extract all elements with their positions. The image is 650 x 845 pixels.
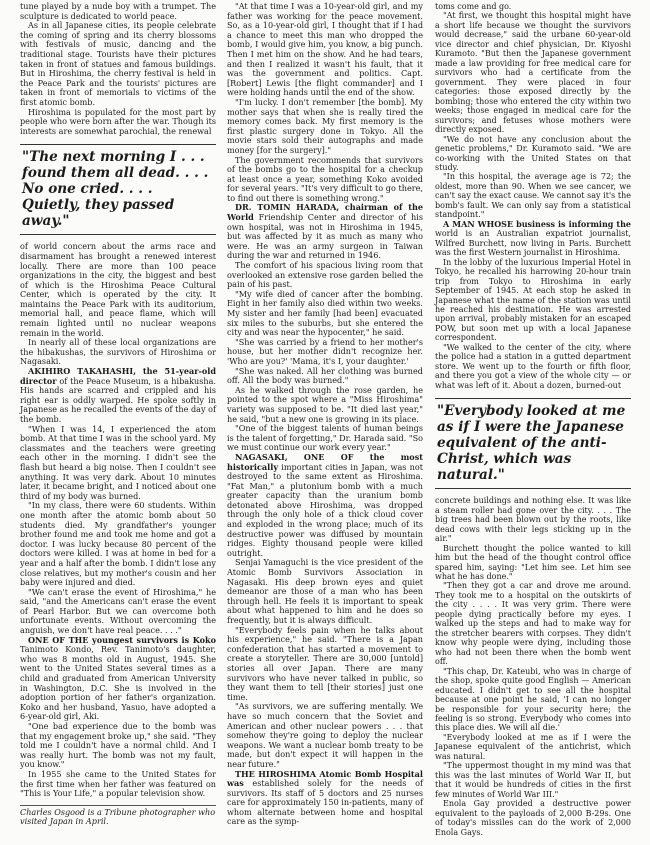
article-paragraph: Hiroshima is populated for the most part by people who were born after the war. Though its interests are somewhat parochial, the renewal [20, 106, 216, 136]
article-paragraph: In the lobby of the luxurious Imperial Hotel in Tokyo, he recalled his harrowing 20-hour train trip from Tokyo to Hiroshima in early September of 1945. At each stop he asked in Japanese what the name of the station was until he reached his destination. He was arrested upon arrival, probably mistaken for an escaped POW, but soon met up with a local Japanese correspondent. [435, 257, 631, 343]
article-paragraph [20, 367, 216, 425]
article-column-3 [435, 2, 631, 837]
paragraph-text: Friendship Center and director of his own hospital, was not in Hiroshima in 1945, but was affected by it as much as many who were. He was an army surgeon in Taiwan during the war and returned in 1946. [227, 212, 423, 261]
pull-quote: "The next morning I . . . found them all dead. . . . No one cried. . . . Quietly, they passed away." [20, 144, 216, 235]
article-paragraph: "My wife died of cancer after the bombing. Eight in her family also died within two weeks. My sister and her family [had been] evacuated six miles to the suburbs, but she entered the city and was near the hypocenter," he said. [227, 288, 423, 338]
section-lead-in: ONE OF THE youngest survivors is Koko [28, 634, 216, 645]
article-paragraph: Burchett thought the police wanted to kill him but the head of the thought control office spared him, saying: "Let him see. Let him see what he has done." [435, 543, 631, 581]
section-lead-in: A MAN WHOSE business is informing the [443, 218, 631, 229]
article-paragraph: "One of the biggest talents of human beings is the talent of forgetting," Dr. Harada said. "So we must continue our work every year." [227, 423, 423, 453]
article-paragraph: of world concern about the arms race and disarmament has brought a renewed interest locally. There are more than 100 peace organizations in the city, the biggest and best of which is the Hiroshima Peace Cultural Center, which is operated by the city. It maintains the Peace Park with its auditorium, memorial hall, and peace flame, which will remain lighted until no nuclear weapons remain in the world. [20, 241, 216, 338]
pull-quote: "Everybody looked at me as if I were the Japanese equivalent of the anti-Christ, which was natural." [435, 398, 631, 489]
article-paragraph [435, 220, 631, 258]
article-paragraph: "In my class, there were 60 students. Within one month after the atomic bomb about 50 students died. My grandfather's younger brother found me and took me home and got a doctor. I was lucky because 80 percent of the doctors were killed. I was at home in bed for a year and a half after the bomb. I didn't lose any close relatives, but my mother's cousin and her baby were injured and died. [20, 500, 216, 588]
section-lead-in: NAGASAKI, ONE OF the most historically [227, 451, 423, 472]
article-paragraph: The comfort of his spacious living room that overlooked an extensive rose garden belied the pain of his past. [227, 260, 423, 290]
article-column-1 [20, 2, 216, 827]
paragraph-text: Tanimoto Kondo, Rev. Tanimoto's daughter, who was 8 months old in August, 1945. She went to the United States several times as a child and graduated from American University in Washington, D.C. She is involved in the adoption portion of her father's organization. Koko and her husband, Yasuo, have adopted a 6-year-old girl, Aki. [20, 644, 216, 722]
article-paragraph: "In this hospital, the average age is 72; the oldest, more than 90. When we see cancer, we can't say the exact cause. We cannot say it's the bomb's fault. We can only say from a statistical standpoint." [435, 172, 631, 220]
paragraph-text: important cities in Japan, was not destroyed to the same extent as Hiroshima. "Fat Man," a plutonium bomb with a much greater capacity than the uranium bomb detonated above Hiroshima, was dropped through the only hole of a thick cloud cover and exploded in the wrong place; much of its destructive power was diffused by mountain ridges. Eighty thousand people were killed outright. [227, 461, 423, 558]
article-paragraph: "The uppermost thought in my mind was that this was the last minutes of World War II, but that it would be hundreds of cities in the first few minutes of World War III." [435, 761, 631, 799]
section-lead-in: AKIHIRO TAKAHASHI, the 51-year-old director [20, 366, 216, 386]
article-paragraph: "One bad experience due to the bomb was that my engagement broke up," she said. "They told me I couldn't have a normal child. And I was really hurt. The bomb was not my fault, you know." [20, 721, 216, 770]
article-paragraph [227, 203, 423, 261]
article-paragraph: "We walked to the center of the city, where the police had a station in a gutted department store. We went up to the fourth or fifth floor, and there you got a view of the whole city — or what was left of it. About a dozen, burned-out [435, 342, 631, 390]
article-paragraph: In 1955 she came to the United States for the first time when her father was featured on "This is Your Life," a popular television show. [20, 768, 216, 799]
paragraph-text: established solely for the needs of survivors. Its staff of 5 doctors and 25 nurses care for approximately 150 in-patients, many of whom alternate between home and hospital care as the symp- [227, 778, 423, 827]
article-paragraph: The government recommends that survivors of the bombs go to the hospital for a checkup at least once a year, something Koko avoided for several years. "It's very difficult to go there, to find out there is something wrong." [227, 154, 423, 203]
article-paragraph: In nearly all of these local organizations are the hibakushas, the survivors of Hiroshima or Nagasaki. [20, 337, 216, 367]
article-paragraph: "At that time I was a 10-year-old girl, and my father was working for the peace movement. So, as a 10-year-old girl, I thought that if I had a chance to meet this man who dropped the bomb, I would give him, you know, a big punch. Then I met him on the show. And he had tears, and then I realized it wasn't his fault, that it was the government and politics. Capt. [Robert] Lewis [the flight commander] and I were holding hands until the end of the show. [227, 1, 423, 98]
article-paragraph: "She was carried by a friend to her mother's house, but her mother didn't recognize her. 'Who are you?' 'Mama, it's I, your daughter.' [227, 336, 423, 366]
article-paragraph: "This chap, Dr. Kateubi, who was in charge of the shop, spoke quite good English — American educated. I didn't get to see all the hospital because at one point he said, 'I can no longer be responsible for your security here; the feeling is so strong. Everybody who comes into this place dies. We will all die.' [435, 666, 631, 733]
article-paragraph: "Then they got a car and drove me around. They took me to a hospital on the outskirts of the city . . . . It was very grim. There were people dying practically before my eyes. I walked up the steps and had to make way for the stretcher bearers with corpses. They didn't know why people were dying, including those who had not been there when the bomb went off. [435, 581, 631, 667]
article-paragraph [227, 453, 423, 559]
article-paragraph: "Everybody looked at me as if I were the Japanese equivalent of the antichrist, which was natural. [435, 732, 631, 761]
article-paragraph: concrete buildings and nothing else. It was like a steam roller had gone over the city. . . . The big trees had been blown out by the roots, like dead cows with their legs sticking up in the air." [435, 496, 631, 544]
author-note: Charles Osgood is a Tribune photographer who visited Japan in April. [20, 806, 216, 827]
article-column-2 [227, 2, 423, 827]
article-paragraph [227, 770, 423, 828]
article-paragraph: Senjai Yamaguchi is the vice president of the Atomic Bomb Survivors Association in Nagasaki. His deep brown eyes and quiet demeanor are those of a man who has been through hell. He feels it is important to speak about what happened to him and he does so frequently, but it is always difficult. [227, 557, 423, 625]
paragraph-text: of the Peace Museum, is a hibakusha. His hands are scarred and crippled and his right ear is oddly warped. He spoke softly in Japanese as he recalled the events of the day of the bomb. [20, 375, 216, 424]
section-lead-in: THE HIROSHIMA Atomic Bomb Hospital was [227, 768, 423, 789]
article-paragraph: Enola Gay provided a destructive power equivalent to the payloads of 2,000 B-29s. One of today's missiles can do the work of 2,000 Enola Gays. [435, 799, 631, 837]
article-paragraph: "Everybody feels pain when he talks about his experience," he said. "There is a Japan confederation that has started a movement to create a storyteller. There are 30,000 [untold] stories all over Japan. There are many survivors who have never talked in public, so they want them to tell [their stories] just one time. [227, 624, 423, 702]
article-paragraph: As in all Japanese cities, its people celebrate the coming of spring and its cherry blossoms with festivals of music, dancing and the traditional stage. Tourists have their pictures taken in front of statues and famous buildings. But in Hiroshima, the cherry festival is held in the Peace Park and the tourists' pictures are taken in front of memorials to victims of the first atomic bomb. [20, 20, 216, 107]
article-paragraph: "We do not have any conclusion about the genetic problems," Dr. Kuramoto said. "We are co-working with the United States on that study. [435, 134, 631, 172]
article-paragraph [20, 636, 216, 722]
section-lead-in: DR. TOMIN HARADA, chairman of the World [227, 202, 423, 223]
article-paragraph: tune played by a nude boy with a trumpet. The sculpture is dedicated to world peace. [20, 1, 216, 21]
article-paragraph: As he walked through the rose garden, he pointed to the spot where a "Miss Hiroshima" variety was supposed to be. "It died last year," he said, "but a new one is growing in its place. [227, 384, 423, 424]
article-paragraph: "At first, we thought this hospital might have a short life because we thought the survivors would decrease," said the urbane 60-year-old vice director and chief physician, Dr. Kiyoshi Kuramoto. "But then the Japanese government made a law providing for free medical care for survivors who had a certificate from the government. They were placed in four categories: those exposed directly by the bombing; those who entered the city within two weeks; those engaged in medical care for the survivors; and fetuses whose mothers were directly exposed. [435, 11, 631, 135]
article-paragraph: "She was naked. All her clothing was burned off. All the body was burned." [227, 365, 423, 386]
article-paragraph: "As survivors, we are suffering mentally. We have so much concern that the Soviet and American and other nuclear powers . . . that somehow they're going to deploy the nuclear weapons. We want a nuclear bomb treaty to be made, but don't expect it will happen in the near future." [227, 701, 423, 769]
article-paragraph: "When I was 14, I experienced the atom bomb. At that time I was in the school yard. My classmates and the teachers were greeting each other in the morning. I didn't see the flash but heard a big noise. Then I couldn't see anything. It was very dark. About 10 minutes later, it became bright, and I noticed about one third of my body was burned. [20, 423, 216, 501]
article-paragraph: toms come and go. [435, 2, 512, 11]
article-paragraph: "We can't erase the event of Hiroshima," he said, "and the Americans can't erase the event of Pearl Harbor. But we can overcome both unfortunate events. Without overcoming the anguish, we don't have real peace. . . ." [20, 586, 216, 636]
paragraph-text: world is an Australian expatriot journalist, Wilfred Burchett, now living in Paris. Burchett was the first Western journalist in Hiroshima. [435, 229, 631, 258]
article-paragraph: "I'm lucky. I don't remember [the bomb]. My mother says that when she is really tired the memory comes back. My first memory is the first plastic surgery done in Tokyo. All the movie stars sold their autographs and made money [for the surgery]." [227, 96, 423, 155]
